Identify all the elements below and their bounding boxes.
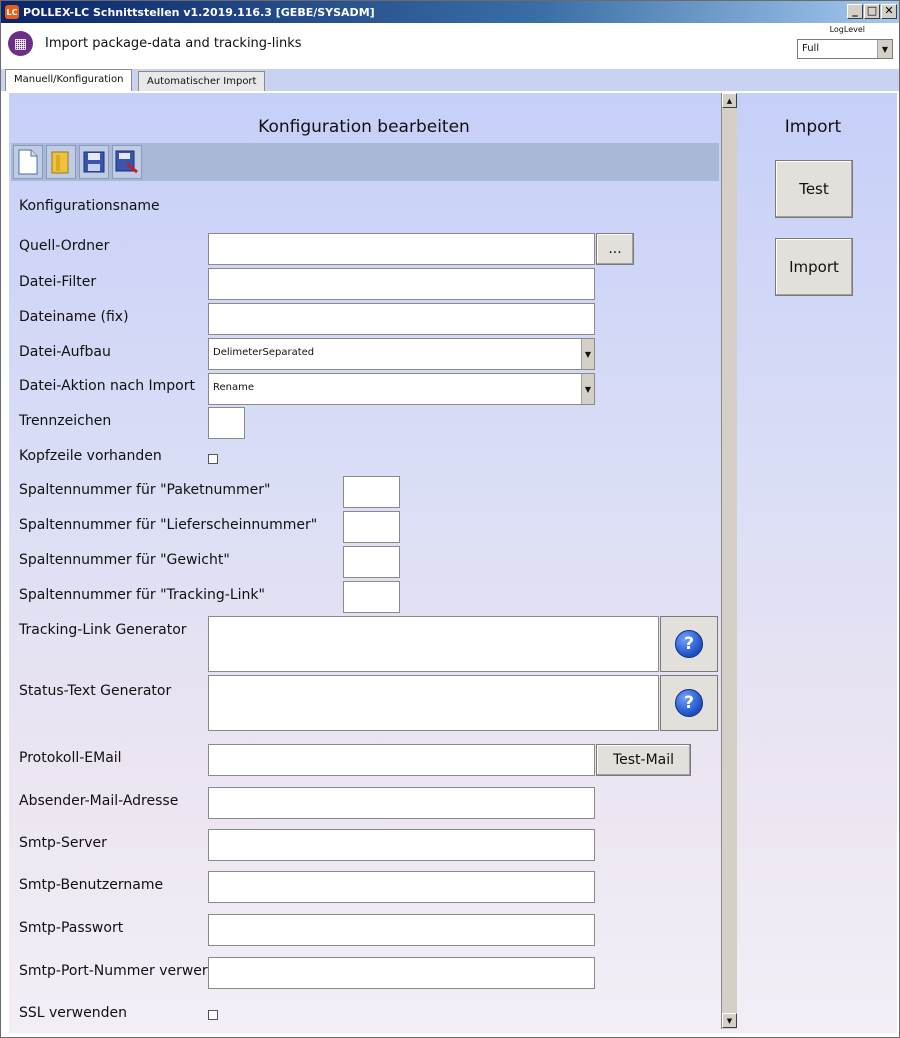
app-logo-icon: LC bbox=[5, 5, 19, 19]
save-icon[interactable] bbox=[79, 145, 109, 179]
status-gen-textarea[interactable] bbox=[208, 675, 659, 731]
label-absender: Absender-Mail-Adresse bbox=[19, 793, 179, 809]
scroll-up-icon[interactable]: ▲ bbox=[722, 93, 737, 108]
status-help-button[interactable] bbox=[660, 675, 718, 731]
window-title: POLLEX-LC Schnittstellen v1.2019.116.3 [GEBE/SYSADM] bbox=[23, 5, 375, 19]
label-sp-paketnummer: Spaltennummer für "Paketnummer" bbox=[19, 482, 271, 498]
import-panel bbox=[737, 93, 897, 1029]
label-sp-lieferschein: Spaltennummer für "Lieferscheinnummer" bbox=[19, 517, 318, 533]
title-bar bbox=[1, 1, 899, 23]
label-konfigurationsname: Konfigurationsname bbox=[19, 198, 160, 214]
loglevel-select[interactable] bbox=[797, 39, 893, 59]
chevron-down-icon[interactable]: ▼ bbox=[581, 339, 594, 369]
protokoll-email-input[interactable] bbox=[208, 744, 595, 776]
loglevel-value: Full bbox=[802, 43, 820, 54]
scroll-down-icon[interactable]: ▼ bbox=[722, 1013, 737, 1028]
smtp-server-input[interactable] bbox=[208, 829, 595, 861]
grid-icon: ▦ bbox=[8, 31, 33, 56]
test-mail-button[interactable]: Test-Mail bbox=[596, 744, 691, 776]
browse-button[interactable]: ... bbox=[596, 233, 634, 265]
help-icon: ? bbox=[675, 689, 703, 717]
window-controls bbox=[847, 4, 897, 19]
config-panel bbox=[9, 93, 897, 1033]
import-title: Import bbox=[784, 117, 842, 137]
datei-filter-input[interactable] bbox=[208, 268, 595, 300]
section-title: Konfiguration bearbeiten bbox=[258, 117, 470, 137]
smtp-user-input[interactable] bbox=[208, 871, 595, 903]
tab-strip bbox=[1, 69, 899, 91]
sp-gewicht-input[interactable] bbox=[343, 546, 400, 578]
datei-aufbau-select[interactable] bbox=[208, 338, 595, 370]
tracking-help-button[interactable] bbox=[660, 616, 718, 672]
page-title: Import package-data and tracking-links bbox=[45, 36, 302, 51]
new-document-icon[interactable] bbox=[13, 145, 43, 179]
trennzeichen-input[interactable] bbox=[208, 407, 245, 439]
sp-lieferschein-input[interactable] bbox=[343, 511, 400, 543]
close-button[interactable]: ✕ bbox=[881, 4, 897, 19]
label-datei-aktion: Datei-Aktion nach Import bbox=[19, 378, 195, 394]
label-dateiname-fix: Dateiname (fix) bbox=[19, 309, 129, 325]
test-button[interactable]: Test bbox=[775, 160, 853, 218]
chevron-down-icon[interactable]: ▼ bbox=[877, 40, 892, 58]
label-smtp-server: Smtp-Server bbox=[19, 835, 107, 851]
label-sp-tracking: Spaltennummer für "Tracking-Link" bbox=[19, 587, 265, 603]
label-quell-ordner: Quell-Ordner bbox=[19, 238, 110, 254]
save-as-icon[interactable] bbox=[112, 145, 142, 179]
label-ssl: SSL verwenden bbox=[19, 1005, 127, 1021]
import-button[interactable]: Import bbox=[775, 238, 853, 296]
quell-ordner-input[interactable] bbox=[208, 233, 595, 265]
vertical-scrollbar[interactable] bbox=[721, 93, 737, 1029]
kopfzeile-checkbox[interactable] bbox=[208, 454, 218, 464]
loglevel-label: LogLevel bbox=[829, 25, 865, 34]
open-folder-icon[interactable] bbox=[46, 145, 76, 179]
tab-automatischer-import[interactable]: Automatischer Import bbox=[138, 71, 265, 91]
ssl-checkbox[interactable] bbox=[208, 1010, 218, 1020]
datei-aktion-value: Rename bbox=[213, 382, 255, 393]
smtp-port-input[interactable] bbox=[208, 957, 595, 989]
toolbar bbox=[11, 143, 719, 181]
smtp-pass-input[interactable] bbox=[208, 914, 595, 946]
minimize-button[interactable]: _ bbox=[847, 4, 863, 19]
label-status-gen: Status-Text Generator bbox=[19, 683, 172, 699]
datei-aktion-select[interactable] bbox=[208, 373, 595, 405]
label-protokoll-email: Protokoll-EMail bbox=[19, 750, 122, 766]
chevron-down-icon[interactable]: ▼ bbox=[581, 374, 594, 404]
label-datei-aufbau: Datei-Aufbau bbox=[19, 344, 111, 360]
datei-aufbau-value: DelimeterSeparated bbox=[213, 347, 315, 358]
label-datei-filter: Datei-Filter bbox=[19, 274, 97, 290]
maximize-button[interactable]: □ bbox=[864, 4, 880, 19]
label-kopfzeile: Kopfzeile vorhanden bbox=[19, 448, 162, 464]
header bbox=[1, 23, 899, 69]
sp-tracking-input[interactable] bbox=[343, 581, 400, 613]
tracking-gen-textarea[interactable] bbox=[208, 616, 659, 672]
help-icon: ? bbox=[675, 630, 703, 658]
label-tracking-gen: Tracking-Link Generator bbox=[19, 622, 187, 638]
tab-manuell-konfiguration[interactable]: Manuell/Konfiguration bbox=[5, 69, 132, 91]
dateiname-fix-input[interactable] bbox=[208, 303, 595, 335]
label-sp-gewicht: Spaltennummer für "Gewicht" bbox=[19, 552, 230, 568]
label-trennzeichen: Trennzeichen bbox=[19, 413, 112, 429]
absender-input[interactable] bbox=[208, 787, 595, 819]
label-smtp-port: Smtp-Port-Nummer verwer bbox=[19, 963, 208, 979]
label-smtp-pass: Smtp-Passwort bbox=[19, 920, 124, 936]
sp-paketnummer-input[interactable] bbox=[343, 476, 400, 508]
label-smtp-user: Smtp-Benutzername bbox=[19, 877, 164, 893]
